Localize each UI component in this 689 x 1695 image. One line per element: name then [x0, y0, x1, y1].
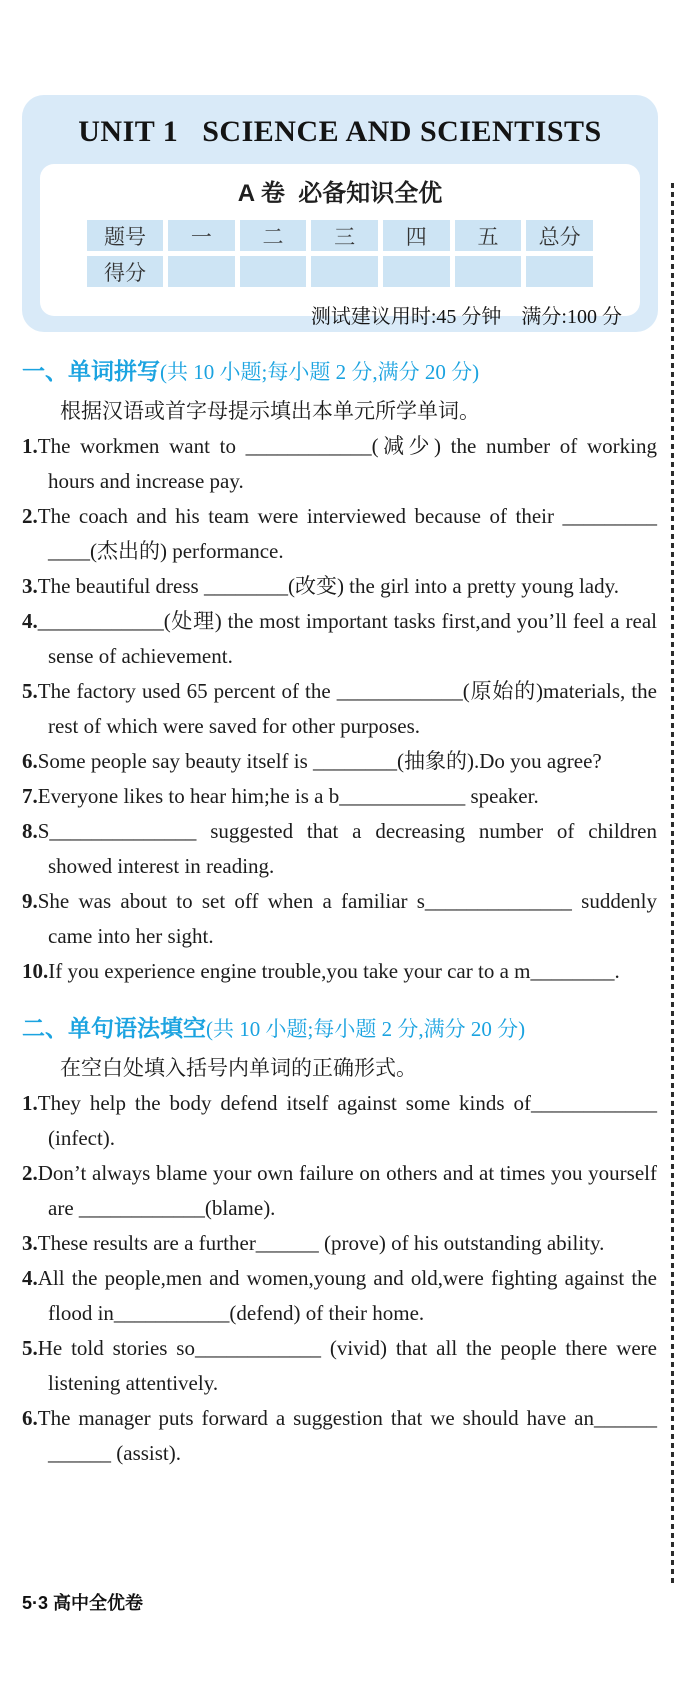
section-1-instruction: 根据汉语或首字母提示填出本单元所学单词。 — [60, 399, 480, 423]
section-2-title-note: (共 10 小题;每小题 2 分,满分 20 分) — [206, 1017, 526, 1041]
score-table-header-cell: 三 — [311, 220, 378, 251]
question-number: 4. — [22, 609, 38, 633]
question — [22, 499, 657, 569]
question-text: He told stories so____________ (vivid) that all the people there were listening attentively. — [37, 1336, 657, 1395]
question-text: These results are a further______ (prove) of his outstanding ability. — [37, 1231, 605, 1255]
question-number: 6. — [22, 1406, 38, 1430]
question-text: She was about to set off when a familiar s______________ suddenly came into her sight. — [37, 889, 657, 948]
section-1-heading — [22, 355, 657, 388]
question-number: 5. — [22, 679, 38, 703]
score-cell-empty — [526, 256, 593, 287]
question-number: 3. — [22, 1231, 38, 1255]
question-number: 4. — [22, 1266, 38, 1290]
question — [22, 1156, 657, 1226]
question-number: 7. — [22, 784, 38, 808]
question-number: 9. — [22, 889, 38, 913]
question-number: 1. — [22, 434, 38, 458]
section-2-title: 二、单句语法填空 — [22, 1015, 206, 1041]
score-cell-empty — [311, 256, 378, 287]
page-edge-dashed-line — [671, 183, 674, 1585]
score-table-header-row — [87, 220, 593, 251]
score-cell-empty — [455, 256, 522, 287]
test-duration-note: 测试建议用时:45 分钟 满分:100 分 — [310, 306, 622, 328]
question-number: 2. — [22, 504, 38, 528]
score-row-label: 得分 — [87, 256, 163, 287]
question — [22, 1226, 657, 1261]
score-table-header-cell: 二 — [240, 220, 307, 251]
section-1-title-note: (共 10 小题;每小题 2 分,满分 20 分) — [160, 360, 480, 384]
score-table-header-cell: 一 — [168, 220, 235, 251]
question-number: 3. — [22, 574, 38, 598]
question-text: The workmen want to ____________(减少) the number of working hours and increase pay. — [37, 434, 657, 493]
section-2-instruction: 在空白处填入括号内单词的正确形式。 — [60, 1056, 417, 1080]
question — [22, 1261, 657, 1331]
question-number: 8. — [22, 819, 38, 843]
question-number: 6. — [22, 749, 38, 773]
paper-info-card — [40, 164, 640, 328]
question-number: 2. — [22, 1161, 38, 1185]
question-text: ____________(处理) the most important tasks first,and you’ll feel a real sense of achievement. — [37, 609, 657, 668]
question-text: They help the body defend itself against some kinds of____________ (infect). — [37, 1091, 657, 1150]
question-text: All the people,men and women,young and old,were fighting against the flood in___________(defend) of their home. — [37, 1266, 657, 1325]
question — [22, 954, 657, 989]
question — [22, 744, 657, 779]
question-text: If you experience engine trouble,you take your car to a m________. — [48, 959, 620, 983]
series-footer-logo: 5·3 高中全优卷 — [22, 1593, 144, 1613]
question — [22, 429, 657, 499]
question-number: 10. — [22, 959, 49, 983]
score-cell-empty — [383, 256, 450, 287]
question — [22, 1401, 657, 1471]
question — [22, 674, 657, 744]
paper-body — [0, 355, 689, 1471]
question-text: The factory used 65 percent of the ____________(原始的)materials, the rest of which were saved for other purposes. — [37, 679, 657, 738]
score-table-header-cell: 四 — [383, 220, 450, 251]
question-text: The beautiful dress ________(改变) the girl into a pretty young lady. — [37, 574, 620, 598]
unit-header-card — [22, 95, 658, 332]
section-1-title: 一、单词拼写 — [22, 358, 160, 384]
question — [22, 779, 657, 814]
question-text: Everyone likes to hear him;he is a b____________ speaker. — [37, 784, 539, 808]
question-text: The coach and his team were interviewed because of their _________ ____(杰出的) performance. — [37, 504, 657, 563]
score-table-header-cell: 总分 — [526, 220, 593, 251]
question — [22, 814, 657, 884]
score-table-header-cell: 五 — [455, 220, 522, 251]
question-text: S______________ suggested that a decreasing number of children showed interest in reading. — [37, 819, 657, 878]
question — [22, 1086, 657, 1156]
question-text: Don’t always blame your own failure on others and at times you yourself are ____________(blame). — [37, 1161, 657, 1220]
question-text: The manager puts forward a suggestion that we should have an______ ______ (assist). — [37, 1406, 657, 1465]
unit-title: UNIT 1 SCIENCE AND SCIENTISTS — [78, 115, 602, 148]
question-number: 1. — [22, 1091, 38, 1115]
score-cell-empty — [240, 256, 307, 287]
question-number: 5. — [22, 1336, 38, 1360]
paper-title: A 卷 必备知识全优 — [237, 180, 443, 207]
question-text: Some people say beauty itself is ________(抽象的).Do you agree? — [37, 749, 602, 773]
score-table-header-cell: 题号 — [87, 220, 163, 251]
section-2-heading — [22, 1012, 657, 1045]
score-table-score-row — [87, 256, 593, 287]
question — [22, 1331, 657, 1401]
question — [22, 604, 657, 674]
score-table — [82, 215, 598, 292]
question — [22, 884, 657, 954]
question — [22, 569, 657, 604]
score-cell-empty — [168, 256, 235, 287]
